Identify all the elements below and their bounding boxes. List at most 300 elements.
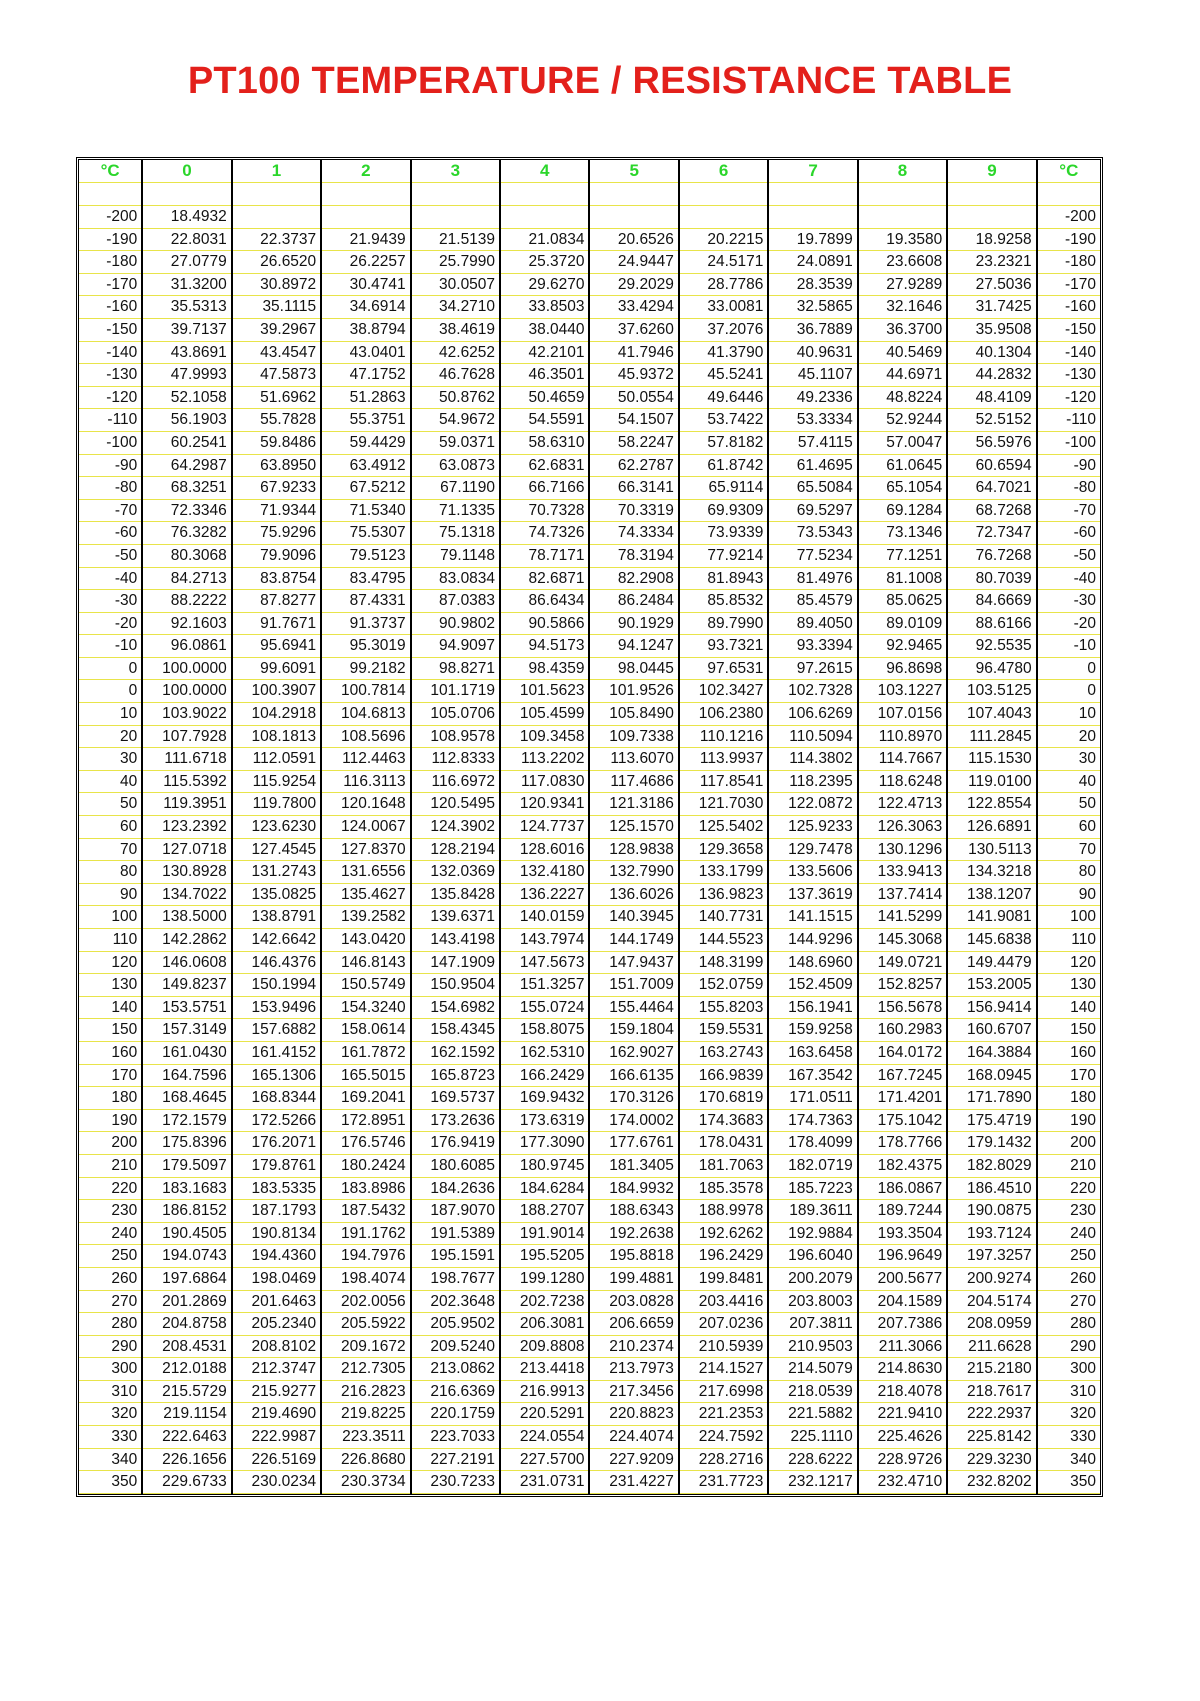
- resistance-cell: 29.2029: [589, 273, 678, 296]
- temperature-cell: -80: [1037, 477, 1100, 500]
- temperature-cell: 340: [79, 1448, 142, 1471]
- resistance-cell: 211.3066: [858, 1335, 947, 1358]
- resistance-cell: 65.1054: [858, 477, 947, 500]
- resistance-cell: 103.1227: [858, 680, 947, 703]
- resistance-cell: 166.2429: [500, 1064, 589, 1087]
- resistance-cell: 38.0440: [500, 318, 589, 341]
- resistance-cell: 88.6166: [947, 612, 1036, 635]
- resistance-cell: 192.6262: [679, 1222, 768, 1245]
- temperature-cell: -110: [79, 409, 142, 432]
- table-row: [79, 1154, 1100, 1177]
- resistance-cell: 24.9447: [589, 251, 678, 274]
- resistance-cell: 129.7478: [768, 838, 857, 861]
- resistance-cell: 24.5171: [679, 251, 768, 274]
- column-header: 9: [947, 160, 1036, 183]
- resistance-cell: 34.2710: [411, 296, 500, 319]
- resistance-cell: 229.3230: [947, 1448, 1036, 1471]
- resistance-cell: 67.1190: [411, 477, 500, 500]
- resistance-cell: 164.7596: [142, 1064, 231, 1087]
- resistance-cell: 122.4713: [858, 793, 947, 816]
- resistance-cell: 43.8691: [142, 341, 231, 364]
- resistance-cell: 200.9274: [947, 1267, 1036, 1290]
- resistance-cell: 112.8333: [411, 748, 500, 771]
- resistance-cell: 203.8003: [768, 1290, 857, 1313]
- table-row: [79, 883, 1100, 906]
- resistance-cell: 152.4509: [768, 974, 857, 997]
- resistance-cell: 144.1749: [589, 929, 678, 952]
- resistance-cell: 218.0539: [768, 1380, 857, 1403]
- temperature-cell: -150: [1037, 318, 1100, 341]
- resistance-cell: 208.4531: [142, 1335, 231, 1358]
- resistance-cell: 150.1994: [232, 974, 321, 997]
- resistance-cell: 62.2787: [589, 454, 678, 477]
- resistance-cell: 216.9913: [500, 1380, 589, 1403]
- resistance-cell: 72.3346: [142, 499, 231, 522]
- resistance-cell: 90.9802: [411, 612, 500, 635]
- resistance-cell: 213.0862: [411, 1358, 500, 1381]
- temperature-cell: 320: [79, 1403, 142, 1426]
- temperature-cell: 50: [1037, 793, 1100, 816]
- temperature-cell: 30: [79, 748, 142, 771]
- temperature-cell: 100: [1037, 906, 1100, 929]
- resistance-cell: 165.5015: [321, 1064, 410, 1087]
- resistance-cell: 144.5523: [679, 929, 768, 952]
- resistance-cell: 36.7889: [768, 318, 857, 341]
- temperature-cell: -60: [1037, 522, 1100, 545]
- resistance-cell: 188.9978: [679, 1200, 768, 1223]
- resistance-cell: 132.0369: [411, 861, 500, 884]
- resistance-cell: 125.1570: [589, 816, 678, 839]
- resistance-cell: 213.7973: [589, 1358, 678, 1381]
- resistance-cell: 216.2823: [321, 1380, 410, 1403]
- resistance-cell: 55.7828: [232, 409, 321, 432]
- resistance-cell: 158.8075: [500, 1019, 589, 1042]
- temperature-cell: 50: [79, 793, 142, 816]
- resistance-cell: 108.5696: [321, 725, 410, 748]
- resistance-cell: 76.3282: [142, 522, 231, 545]
- resistance-cell: 198.4074: [321, 1267, 410, 1290]
- resistance-cell: 68.3251: [142, 477, 231, 500]
- column-header: 1: [232, 160, 321, 183]
- resistance-cell: [679, 206, 768, 229]
- resistance-cell: 197.3257: [947, 1245, 1036, 1268]
- resistance-cell: 231.4227: [589, 1471, 678, 1494]
- temperature-cell: 260: [79, 1267, 142, 1290]
- resistance-cell: 153.9496: [232, 996, 321, 1019]
- resistance-cell: 31.7425: [947, 296, 1036, 319]
- resistance-cell: 190.0875: [947, 1200, 1036, 1223]
- resistance-cell: 43.4547: [232, 341, 321, 364]
- resistance-cell: 194.0743: [142, 1245, 231, 1268]
- resistance-cell: 47.5873: [232, 364, 321, 387]
- temperature-cell: 70: [1037, 838, 1100, 861]
- resistance-cell: [589, 206, 678, 229]
- resistance-cell: 77.1251: [858, 544, 947, 567]
- resistance-cell: 128.9838: [589, 838, 678, 861]
- resistance-cell: 194.7976: [321, 1245, 410, 1268]
- resistance-cell: 224.0554: [500, 1426, 589, 1449]
- column-header: °C: [79, 160, 142, 183]
- resistance-cell: 211.6628: [947, 1335, 1036, 1358]
- resistance-cell: 71.9344: [232, 499, 321, 522]
- temperature-cell: -160: [79, 296, 142, 319]
- resistance-cell: 112.4463: [321, 748, 410, 771]
- resistance-cell: 98.4359: [500, 657, 589, 680]
- spacer-cell: [679, 183, 768, 206]
- spacer-cell: [321, 183, 410, 206]
- resistance-cell: 45.1107: [768, 364, 857, 387]
- temperature-cell: -120: [1037, 386, 1100, 409]
- resistance-cell: 145.3068: [858, 929, 947, 952]
- resistance-cell: 227.2191: [411, 1448, 500, 1471]
- resistance-cell: 133.9413: [858, 861, 947, 884]
- temperature-cell: 0: [79, 680, 142, 703]
- resistance-cell: 202.7238: [500, 1290, 589, 1313]
- resistance-cell: 163.2743: [679, 1041, 768, 1064]
- resistance-cell: 102.3427: [679, 680, 768, 703]
- table-row: [79, 296, 1100, 319]
- resistance-cell: 159.5531: [679, 1019, 768, 1042]
- resistance-cell: 210.2374: [589, 1335, 678, 1358]
- resistance-cell: [232, 206, 321, 229]
- resistance-cell: 136.9823: [679, 883, 768, 906]
- resistance-cell: 89.4050: [768, 612, 857, 635]
- resistance-cell: 19.7899: [768, 228, 857, 251]
- resistance-cell: 81.1008: [858, 567, 947, 590]
- table-row: [79, 1132, 1100, 1155]
- resistance-cell: 135.0825: [232, 883, 321, 906]
- resistance-cell: 222.2937: [947, 1403, 1036, 1426]
- resistance-cell: 44.6971: [858, 364, 947, 387]
- resistance-cell: 141.5299: [858, 906, 947, 929]
- resistance-cell: 119.0100: [947, 770, 1036, 793]
- temperature-cell: 200: [1037, 1132, 1100, 1155]
- table-row: [79, 680, 1100, 703]
- resistance-cell: 228.2716: [679, 1448, 768, 1471]
- resistance-cell: 69.1284: [858, 499, 947, 522]
- resistance-cell: 196.9649: [858, 1245, 947, 1268]
- resistance-cell: 93.7321: [679, 635, 768, 658]
- resistance-cell: 18.9258: [947, 228, 1036, 251]
- resistance-cell: 74.3334: [589, 522, 678, 545]
- resistance-cell: 181.3405: [589, 1154, 678, 1177]
- temperature-cell: 240: [79, 1222, 142, 1245]
- temperature-cell: 290: [79, 1335, 142, 1358]
- temperature-cell: 80: [79, 861, 142, 884]
- resistance-cell: 38.4619: [411, 318, 500, 341]
- table-row: [79, 1245, 1100, 1268]
- resistance-cell: 172.1579: [142, 1109, 231, 1132]
- resistance-cell: 138.5000: [142, 906, 231, 929]
- resistance-cell: 220.5291: [500, 1403, 589, 1426]
- resistance-cell: 152.8257: [858, 974, 947, 997]
- table-row: [79, 431, 1100, 454]
- table-row: [79, 1380, 1100, 1403]
- resistance-cell: 129.3658: [679, 838, 768, 861]
- temperature-cell: -160: [1037, 296, 1100, 319]
- resistance-cell: 148.6960: [768, 951, 857, 974]
- resistance-cell: 215.9277: [232, 1380, 321, 1403]
- resistance-cell: 118.6248: [858, 770, 947, 793]
- resistance-cell: [858, 206, 947, 229]
- resistance-cell: 187.9070: [411, 1200, 500, 1223]
- table-row: [79, 816, 1100, 839]
- table-row: [79, 1403, 1100, 1426]
- resistance-cell: 25.7990: [411, 251, 500, 274]
- resistance-cell: 220.1759: [411, 1403, 500, 1426]
- resistance-cell: 186.8152: [142, 1200, 231, 1223]
- resistance-cell: 39.2967: [232, 318, 321, 341]
- resistance-cell: 228.6222: [768, 1448, 857, 1471]
- resistance-cell: 28.3539: [768, 273, 857, 296]
- table-row: [79, 1448, 1100, 1471]
- resistance-cell: 82.2908: [589, 567, 678, 590]
- resistance-cell: 120.9341: [500, 793, 589, 816]
- resistance-cell: 80.3068: [142, 544, 231, 567]
- resistance-cell: 157.6882: [232, 1019, 321, 1042]
- resistance-cell: 100.0000: [142, 680, 231, 703]
- resistance-cell: 54.5591: [500, 409, 589, 432]
- resistance-cell: 81.4976: [768, 567, 857, 590]
- spacer-cell: [500, 183, 589, 206]
- resistance-cell: 125.5402: [679, 816, 768, 839]
- resistance-cell: 193.7124: [947, 1222, 1036, 1245]
- temperature-cell: 210: [79, 1154, 142, 1177]
- resistance-cell: 230.7233: [411, 1471, 500, 1494]
- temperature-cell: -70: [1037, 499, 1100, 522]
- resistance-cell: 66.3141: [589, 477, 678, 500]
- resistance-cell: 168.8344: [232, 1087, 321, 1110]
- resistance-cell: 188.2707: [500, 1200, 589, 1223]
- table-row: [79, 996, 1100, 1019]
- resistance-cell: 174.7363: [768, 1109, 857, 1132]
- resistance-cell: 26.2257: [321, 251, 410, 274]
- resistance-cell: 104.6813: [321, 703, 410, 726]
- resistance-cell: 23.6608: [858, 251, 947, 274]
- resistance-cell: 69.5297: [768, 499, 857, 522]
- resistance-cell: 150.9504: [411, 974, 500, 997]
- table-row: [79, 1426, 1100, 1449]
- resistance-cell: 183.8986: [321, 1177, 410, 1200]
- resistance-cell: 35.9508: [947, 318, 1036, 341]
- resistance-cell: 201.6463: [232, 1290, 321, 1313]
- temperature-cell: 210: [1037, 1154, 1100, 1177]
- resistance-cell: 103.9022: [142, 703, 231, 726]
- resistance-cell: 146.8143: [321, 951, 410, 974]
- temperature-cell: 200: [79, 1132, 142, 1155]
- resistance-cell: 221.9410: [858, 1403, 947, 1426]
- resistance-cell: 223.7033: [411, 1426, 500, 1449]
- resistance-cell: 61.4695: [768, 454, 857, 477]
- resistance-cell: 83.4795: [321, 567, 410, 590]
- resistance-cell: 164.3884: [947, 1041, 1036, 1064]
- resistance-cell: 117.8541: [679, 770, 768, 793]
- resistance-cell: [321, 206, 410, 229]
- resistance-cell: 177.6761: [589, 1132, 678, 1155]
- resistance-cell: 48.8224: [858, 386, 947, 409]
- resistance-cell: 103.5125: [947, 680, 1036, 703]
- resistance-cell: 214.5079: [768, 1358, 857, 1381]
- table-row: [79, 748, 1100, 771]
- resistance-cell: 138.1207: [947, 883, 1036, 906]
- resistance-cell: 208.8102: [232, 1335, 321, 1358]
- resistance-cell: 212.0188: [142, 1358, 231, 1381]
- resistance-cell: 166.6135: [589, 1064, 678, 1087]
- resistance-cell: 108.9578: [411, 725, 500, 748]
- resistance-cell: 114.3802: [768, 748, 857, 771]
- resistance-cell: 136.6026: [589, 883, 678, 906]
- resistance-cell: 117.4686: [589, 770, 678, 793]
- resistance-cell: 214.1527: [679, 1358, 768, 1381]
- resistance-cell: 134.3218: [947, 861, 1036, 884]
- resistance-cell: 141.1515: [768, 906, 857, 929]
- resistance-cell: 30.0507: [411, 273, 500, 296]
- spacer-cell: [232, 183, 321, 206]
- resistance-cell: 147.1909: [411, 951, 500, 974]
- resistance-cell: 120.5495: [411, 793, 500, 816]
- resistance-cell: 162.5310: [500, 1041, 589, 1064]
- resistance-cell: 27.5036: [947, 273, 1036, 296]
- temperature-cell: -40: [79, 567, 142, 590]
- table-row: [79, 499, 1100, 522]
- resistance-cell: 94.5173: [500, 635, 589, 658]
- resistance-cell: 215.2180: [947, 1358, 1036, 1381]
- resistance-cell: 59.8486: [232, 431, 321, 454]
- resistance-cell: 35.5313: [142, 296, 231, 319]
- temperature-cell: 330: [1037, 1426, 1100, 1449]
- column-header: 0: [142, 160, 231, 183]
- resistance-cell: 196.2429: [679, 1245, 768, 1268]
- temperature-cell: -10: [79, 635, 142, 658]
- resistance-cell: 159.1804: [589, 1019, 678, 1042]
- resistance-cell: 128.6016: [500, 838, 589, 861]
- resistance-cell: 37.6260: [589, 318, 678, 341]
- table-row: [79, 318, 1100, 341]
- table-row: [79, 974, 1100, 997]
- resistance-cell: 27.9289: [858, 273, 947, 296]
- resistance-cell: 51.2863: [321, 386, 410, 409]
- resistance-cell: 117.0830: [500, 770, 589, 793]
- resistance-cell: 65.5084: [768, 477, 857, 500]
- resistance-cell: 47.1752: [321, 364, 410, 387]
- temperature-cell: 180: [1037, 1087, 1100, 1110]
- resistance-cell: 139.2582: [321, 906, 410, 929]
- temperature-cell: 160: [79, 1041, 142, 1064]
- table-row: [79, 793, 1100, 816]
- resistance-cell: 41.7946: [589, 341, 678, 364]
- resistance-cell: 189.7244: [858, 1200, 947, 1223]
- temperature-cell: 110: [79, 929, 142, 952]
- resistance-cell: 45.9372: [589, 364, 678, 387]
- resistance-cell: 122.0872: [768, 793, 857, 816]
- resistance-cell: 203.4416: [679, 1290, 768, 1313]
- resistance-cell: 42.2101: [500, 341, 589, 364]
- resistance-cell: 150.5749: [321, 974, 410, 997]
- resistance-cell: 127.4545: [232, 838, 321, 861]
- resistance-cell: 40.9631: [768, 341, 857, 364]
- resistance-cell: 115.5392: [142, 770, 231, 793]
- resistance-cell: 226.1656: [142, 1448, 231, 1471]
- resistance-cell: 202.3648: [411, 1290, 500, 1313]
- resistance-cell: 222.9987: [232, 1426, 321, 1449]
- resistance-cell: 41.3790: [679, 341, 768, 364]
- table-row: [79, 861, 1100, 884]
- temperature-cell: 180: [79, 1087, 142, 1110]
- resistance-cell: 229.6733: [142, 1471, 231, 1494]
- resistance-cell: 182.0719: [768, 1154, 857, 1177]
- resistance-cell: 110.1216: [679, 725, 768, 748]
- table-row: [79, 1335, 1100, 1358]
- temperature-cell: 340: [1037, 1448, 1100, 1471]
- resistance-cell: 195.1591: [411, 1245, 500, 1268]
- table-row: [79, 906, 1100, 929]
- resistance-cell: 197.6864: [142, 1267, 231, 1290]
- resistance-cell: 76.7268: [947, 544, 1036, 567]
- resistance-cell: 96.0861: [142, 635, 231, 658]
- resistance-cell: 169.2041: [321, 1087, 410, 1110]
- resistance-cell: 148.3199: [679, 951, 768, 974]
- resistance-cell: 163.6458: [768, 1041, 857, 1064]
- table-row: [79, 838, 1100, 861]
- temperature-cell: 220: [79, 1177, 142, 1200]
- temperature-cell: 90: [79, 883, 142, 906]
- temperature-cell: 0: [1037, 657, 1100, 680]
- resistance-cell: 32.1646: [858, 296, 947, 319]
- resistance-cell: 195.5205: [500, 1245, 589, 1268]
- resistance-cell: 95.6941: [232, 635, 321, 658]
- resistance-cell: 35.1115: [232, 296, 321, 319]
- resistance-cell: 74.7326: [500, 522, 589, 545]
- resistance-cell: 170.6819: [679, 1087, 768, 1110]
- temperature-cell: 110: [1037, 929, 1100, 952]
- resistance-cell: 100.7814: [321, 680, 410, 703]
- temperature-cell: 300: [79, 1358, 142, 1381]
- resistance-cell: 209.5240: [411, 1335, 500, 1358]
- resistance-cell: 116.6972: [411, 770, 500, 793]
- resistance-cell: 107.7928: [142, 725, 231, 748]
- resistance-cell: 77.5234: [768, 544, 857, 567]
- temperature-cell: 190: [79, 1109, 142, 1132]
- resistance-cell: 200.2079: [768, 1267, 857, 1290]
- temperature-cell: 220: [1037, 1177, 1100, 1200]
- resistance-cell: 160.2983: [858, 1019, 947, 1042]
- resistance-cell: 58.6310: [500, 431, 589, 454]
- resistance-cell: [947, 206, 1036, 229]
- resistance-cell: 165.1306: [232, 1064, 321, 1087]
- resistance-cell: 111.2845: [947, 725, 1036, 748]
- resistance-cell: 115.1530: [947, 748, 1036, 771]
- temperature-cell: 0: [1037, 680, 1100, 703]
- resistance-cell: 180.9745: [500, 1154, 589, 1177]
- table-row: [79, 725, 1100, 748]
- temperature-cell: 140: [1037, 996, 1100, 1019]
- table-row: [79, 477, 1100, 500]
- resistance-cell: 78.7171: [500, 544, 589, 567]
- resistance-cell: 113.9937: [679, 748, 768, 771]
- resistance-cell: 36.3700: [858, 318, 947, 341]
- resistance-cell: 133.1799: [679, 861, 768, 884]
- resistance-cell: 221.5882: [768, 1403, 857, 1426]
- temperature-cell: -30: [79, 590, 142, 613]
- resistance-cell: 98.8271: [411, 657, 500, 680]
- temperature-cell: 350: [1037, 1471, 1100, 1494]
- table-row: [79, 409, 1100, 432]
- resistance-cell: 50.0554: [589, 386, 678, 409]
- resistance-cell: 49.6446: [679, 386, 768, 409]
- resistance-cell: 30.8972: [232, 273, 321, 296]
- resistance-cell: 57.8182: [679, 431, 768, 454]
- resistance-cell: 87.4331: [321, 590, 410, 613]
